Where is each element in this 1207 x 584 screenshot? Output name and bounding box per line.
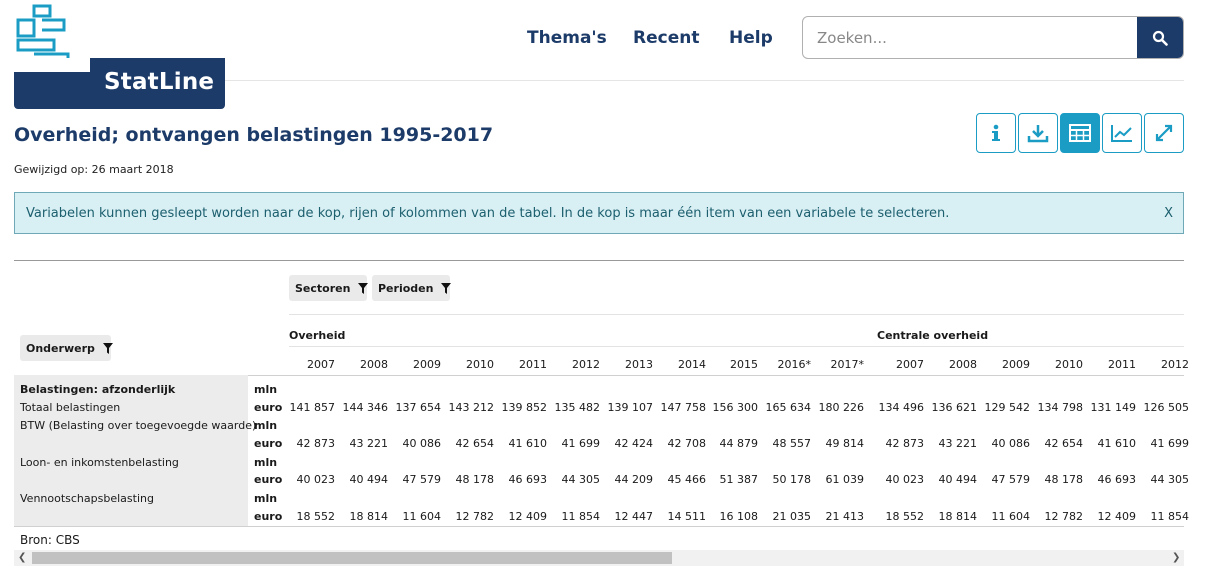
row-label: Vennootschapsbelasting — [20, 492, 154, 505]
fullscreen-button[interactable] — [1144, 113, 1184, 153]
table-cell: 41 610 — [508, 437, 547, 450]
table-cell: 144 346 — [342, 401, 388, 414]
table-cell: 40 494 — [938, 473, 977, 486]
filter-icon — [441, 283, 451, 294]
header-divider — [225, 80, 1184, 81]
table-cell: 44 209 — [614, 473, 653, 486]
year-header: 2007 — [307, 358, 335, 371]
chart-icon — [1110, 123, 1134, 143]
unit-label: mln — [254, 419, 278, 432]
info-icon — [989, 124, 1003, 142]
table-cell: 50 178 — [772, 473, 811, 486]
table-divider — [14, 260, 1184, 261]
table-cell: 43 221 — [349, 437, 388, 450]
table-cell: 12 409 — [508, 510, 547, 523]
table-cell: 44 305 — [1150, 473, 1189, 486]
section-label: Belastingen: afzonderlijk — [20, 383, 176, 396]
nav-recent[interactable]: Recent — [633, 28, 700, 48]
table-cell: 48 178 — [1044, 473, 1083, 486]
unit-label: euro — [254, 437, 283, 450]
table-cell: 12 447 — [614, 510, 653, 523]
row-label: Loon- en inkomstenbelasting — [20, 456, 179, 469]
table-cell: 49 814 — [825, 437, 864, 450]
unit-label: euro — [254, 510, 283, 523]
group-overheid: Overheid — [289, 329, 346, 342]
notice-close-button[interactable]: X — [1164, 206, 1173, 221]
table-icon — [1069, 124, 1091, 142]
search-button[interactable] — [1137, 17, 1183, 58]
year-header: 2013 — [625, 358, 653, 371]
table-cell: 136 621 — [931, 401, 977, 414]
unit-label: mln — [254, 492, 278, 505]
table-cell: 14 511 — [667, 510, 706, 523]
table-cell: 40 494 — [349, 473, 388, 486]
table-cell: 139 852 — [501, 401, 547, 414]
filter-icon — [358, 283, 368, 294]
table-cell: 134 798 — [1037, 401, 1083, 414]
row-label: BTW (Belasting over toegevoegde waarde) — [20, 419, 257, 432]
year-header: 2009 — [413, 358, 441, 371]
table-cell: 134 496 — [878, 401, 924, 414]
filter-perioden-label: Perioden — [378, 281, 434, 295]
year-header: 2017* — [830, 358, 864, 371]
table-cell: 165 634 — [765, 401, 811, 414]
table-cell: 11 604 — [991, 510, 1030, 523]
row-label: Totaal belastingen — [20, 401, 121, 414]
filter-onderwerp-label: Onderwerp — [26, 341, 95, 355]
table-cell: 42 708 — [667, 437, 706, 450]
table-cell: 41 699 — [561, 437, 600, 450]
table-cell: 41 610 — [1097, 437, 1136, 450]
year-header: 2009 — [1002, 358, 1030, 371]
table-cell: 40 023 — [885, 473, 924, 486]
download-button[interactable] — [1018, 113, 1058, 153]
table-cell: 131 149 — [1090, 401, 1136, 414]
year-header: 2011 — [519, 358, 547, 371]
table-cell: 47 579 — [991, 473, 1030, 486]
year-header: 2014 — [678, 358, 706, 371]
table-cell: 42 873 — [296, 437, 335, 450]
year-header: 2008 — [949, 358, 977, 371]
table-cell: 11 854 — [561, 510, 600, 523]
table-cell: 18 552 — [296, 510, 335, 523]
table-cell: 11 604 — [402, 510, 441, 523]
table-cell: 141 857 — [289, 401, 335, 414]
table-cell: 51 387 — [719, 473, 758, 486]
table-cell: 180 226 — [818, 401, 864, 414]
year-header: 2016* — [777, 358, 811, 371]
table-cell: 21 035 — [772, 510, 811, 523]
filter-sectoren-label: Sectoren — [295, 281, 351, 295]
table-cell: 42 873 — [885, 437, 924, 450]
year-header: 2012 — [572, 358, 600, 371]
notice-text: Variabelen kunnen gesleept worden naar de kop, rijen of kolommen van de tabel. In de kop is maar één item van een variabele te selecteren. — [26, 206, 950, 221]
table-cell: 147 758 — [660, 401, 706, 414]
statline-logo-text: StatLine — [104, 69, 215, 95]
unit-label: mln — [254, 456, 278, 469]
filter-onderwerp[interactable] — [20, 335, 111, 361]
table-cell: 42 654 — [1044, 437, 1083, 450]
expand-icon — [1154, 123, 1174, 143]
table-cell: 42 424 — [614, 437, 653, 450]
table-cell: 43 221 — [938, 437, 977, 450]
search-box — [802, 16, 1184, 59]
table-cell: 12 782 — [1044, 510, 1083, 523]
table-cell: 18 552 — [885, 510, 924, 523]
source-text: Bron: CBS — [20, 533, 80, 547]
download-icon — [1027, 123, 1049, 143]
table-cell: 46 693 — [508, 473, 547, 486]
chart-view-button[interactable] — [1102, 113, 1142, 153]
table-view-button[interactable] — [1060, 113, 1100, 153]
table-cell: 40 086 — [991, 437, 1030, 450]
table-cell: 139 107 — [607, 401, 653, 414]
table-cell: 48 557 — [772, 437, 811, 450]
table-cell: 44 305 — [561, 473, 600, 486]
info-notice — [14, 192, 1184, 234]
table-cell: 135 482 — [554, 401, 600, 414]
table-cell: 156 300 — [712, 401, 758, 414]
table-cell: 18 814 — [938, 510, 977, 523]
year-header: 2010 — [466, 358, 494, 371]
year-header: 2012 — [1161, 358, 1189, 371]
modified-date: Gewijzigd op: 26 maart 2018 — [14, 163, 174, 176]
table-cell: 61 039 — [825, 473, 864, 486]
table-cell: 12 409 — [1097, 510, 1136, 523]
unit-label: euro — [254, 401, 283, 414]
table-cell: 16 108 — [719, 510, 758, 523]
table-cell: 40 086 — [402, 437, 441, 450]
table-cell: 143 212 — [448, 401, 494, 414]
table-cell: 18 814 — [349, 510, 388, 523]
table-cell: 12 782 — [455, 510, 494, 523]
year-header: 2010 — [1055, 358, 1083, 371]
unit-label: mln — [254, 383, 278, 396]
unit-label: euro — [254, 473, 283, 486]
filter-icon — [103, 343, 113, 354]
table-cell: 11 854 — [1150, 510, 1189, 523]
info-button[interactable] — [976, 113, 1016, 153]
search-input[interactable] — [803, 17, 1147, 58]
year-header: 2008 — [360, 358, 388, 371]
table-cell: 47 579 — [402, 473, 441, 486]
year-header: 2011 — [1108, 358, 1136, 371]
filter-perioden[interactable] — [372, 275, 450, 301]
table-cell: 40 023 — [296, 473, 335, 486]
table-cell: 45 466 — [667, 473, 706, 486]
table-cell: 126 505 — [1143, 401, 1189, 414]
table-cell: 48 178 — [455, 473, 494, 486]
table-cell: 46 693 — [1097, 473, 1136, 486]
scroll-left-icon[interactable]: ❮ — [18, 552, 27, 563]
search-icon — [1152, 30, 1168, 46]
table-cell: 42 654 — [455, 437, 494, 450]
nav-help[interactable]: Help — [729, 28, 773, 48]
table-cell: 44 879 — [719, 437, 758, 450]
scroll-right-icon[interactable]: ❯ — [1172, 552, 1181, 563]
scrollbar-thumb[interactable] — [32, 552, 672, 564]
table-cell: 137 654 — [395, 401, 441, 414]
year-header: 2007 — [896, 358, 924, 371]
group-centrale-overheid: Centrale overheid — [877, 329, 989, 342]
filter-sectoren[interactable] — [289, 275, 367, 301]
nav-themas[interactable]: Thema's — [527, 28, 607, 48]
table-cell: 41 699 — [1150, 437, 1189, 450]
table-cell: 129 542 — [984, 401, 1030, 414]
page-title: Overheid; ontvangen belastingen 1995-2017 — [14, 124, 494, 146]
table-cell: 21 413 — [825, 510, 864, 523]
year-header: 2015 — [730, 358, 758, 371]
